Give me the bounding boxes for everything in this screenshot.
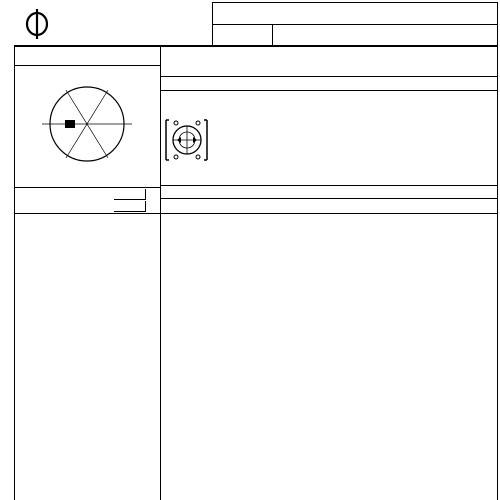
logo-phi-icon [24, 8, 50, 40]
logo [14, 6, 210, 40]
escutcheon-dial [30, 78, 140, 168]
contact-symbol-icon [163, 118, 215, 162]
